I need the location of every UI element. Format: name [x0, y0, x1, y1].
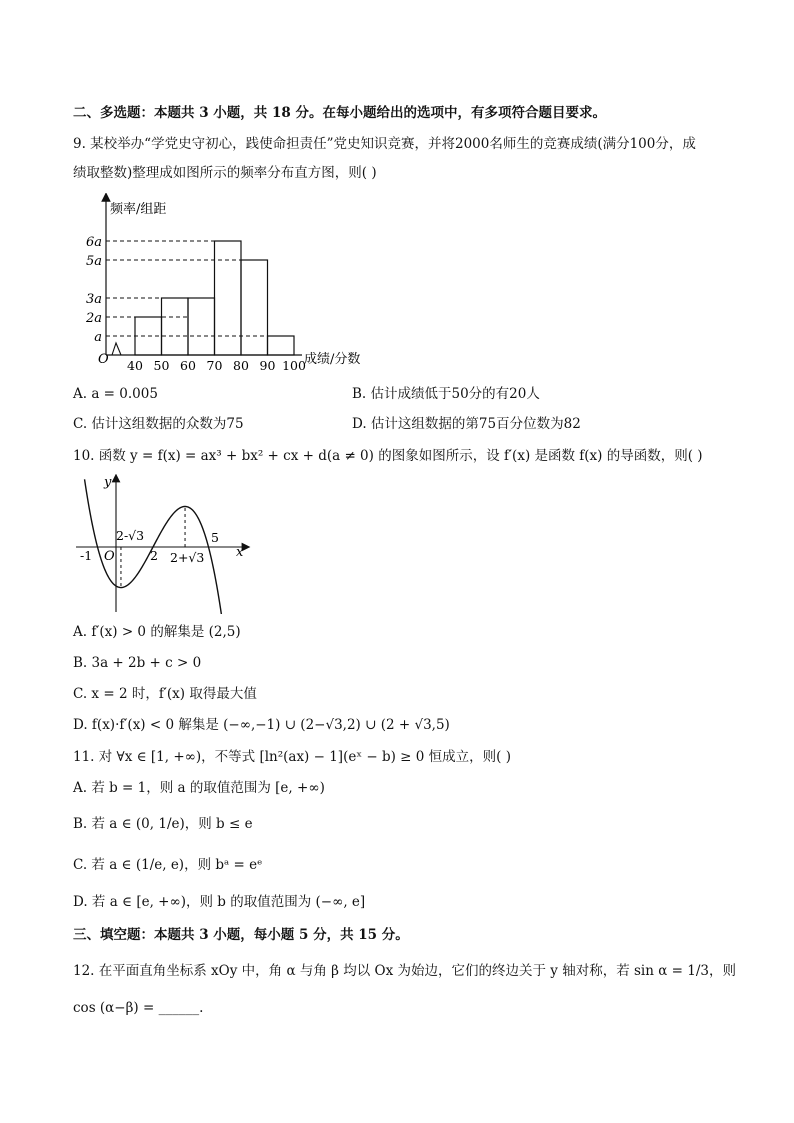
label-5: 5: [211, 530, 219, 545]
histogram-bar-70-80: [215, 241, 242, 355]
axis-break: [112, 343, 121, 355]
section-3-heading: 三、填空题：本题共 3 小题，每小题 5 分，共 15 分。: [73, 927, 409, 943]
q9-stem-line1: 9. 某校举办“学党史守初心，践使命担责任”党史知识竞赛，并将2000名师生的竞赛成绩(满分100分，成: [73, 136, 696, 152]
q10-option-b: B. 3a + 2b + c > 0: [73, 655, 202, 671]
q9-option-c: C. 估计这组数据的众数为75: [73, 416, 244, 432]
y-tick-label: 5a: [85, 254, 102, 269]
q10-option-c: C. x = 2 时，f′(x) 取得最大值: [73, 686, 257, 702]
q9-option-b: B. 估计成绩低于50分的有20人: [352, 386, 540, 402]
origin-label: O: [104, 549, 115, 564]
y-axis-label: y: [104, 475, 112, 490]
x-tick-label: 40: [127, 358, 143, 373]
histogram-bar-60-70: [188, 298, 215, 355]
x-axis-label: 成绩/分数: [304, 352, 361, 367]
x-tick-label: 70: [206, 358, 223, 373]
x-axis-label: x: [236, 545, 244, 560]
y-tick-label: a: [94, 330, 102, 345]
label-2: 2: [150, 548, 158, 563]
x-tick-label: 90: [259, 358, 276, 373]
q12-line2: cos (α−β) = ______.: [73, 1000, 204, 1016]
q10-cubic-graph: [74, 474, 264, 614]
label-neg1: -1: [80, 548, 93, 563]
y-tick-label: 2a: [85, 311, 102, 326]
q9-option-d: D. 估计这组数据的第75百分位数为82: [352, 416, 581, 432]
histogram-bar-80-90: [241, 260, 268, 355]
y-axis-label: 频率/组距: [110, 202, 167, 217]
q9-stem-line2: 绩取整数)整理成如图所示的频率分布直方图，则( ): [73, 165, 377, 181]
histogram-bar-90-100: [268, 336, 295, 355]
q10-stem: 10. 函数 y = f(x) = ax³ + bx² + cx + d(a ≠ 0) 的图象如图所示，设 f′(x) 是函数 f(x) 的导函数，则( ): [73, 448, 703, 464]
y-tick-label: 3a: [85, 292, 102, 307]
histogram-bar-50-60: [162, 298, 189, 355]
q11-option-d: D. 若 a ∈ [e, +∞)，则 b 的取值范围为 (−∞, e]: [73, 894, 366, 910]
q9-option-a: A. a = 0.005: [73, 386, 158, 402]
label-2-minus-root3: 2-√3: [116, 528, 145, 543]
section-2-heading: 二、多选题：本题共 3 小题，共 18 分。在每小题给出的选项中，有多项符合题目要求。: [73, 105, 606, 121]
q11-stem: 11. 对 ∀x ∈ [1, +∞)，不等式 [ln²(ax) − 1](eˣ − b) ≥ 0 恒成立，则( ): [73, 749, 511, 765]
y-tick-label: 6a: [85, 235, 102, 250]
q11-option-a: A. 若 b = 1，则 a 的取值范围为 [e, +∞): [73, 780, 325, 796]
q12-line1: 12. 在平面直角坐标系 xOy 中，角 α 与角 β 均以 Ox 为始边，它们的终边关于 y 轴对称，若 sin α = 1/3，则: [73, 963, 736, 979]
q11-option-b: B. 若 a ∈ (0, 1/e)，则 b ≤ e: [73, 816, 253, 832]
x-tick-label: 50: [153, 358, 170, 373]
q9-histogram: [80, 193, 400, 373]
origin-label: O: [98, 352, 109, 367]
q11-option-c: C. 若 a ∈ (1/e, e)，则 bᵃ = eᵉ: [73, 857, 263, 873]
q10-option-d: D. f(x)·f′(x) < 0 解集是 (−∞,−1) ∪ (2−√3,2) ∪ (2 + √3,5): [73, 717, 450, 733]
x-tick-label: 60: [180, 358, 196, 373]
q10-option-a: A. f′(x) > 0 的解集是 (2,5): [73, 624, 241, 640]
label-2-plus-root3: 2+√3: [170, 550, 205, 565]
x-tick-label: 80: [233, 358, 249, 373]
x-tick-label: 100: [282, 358, 306, 373]
